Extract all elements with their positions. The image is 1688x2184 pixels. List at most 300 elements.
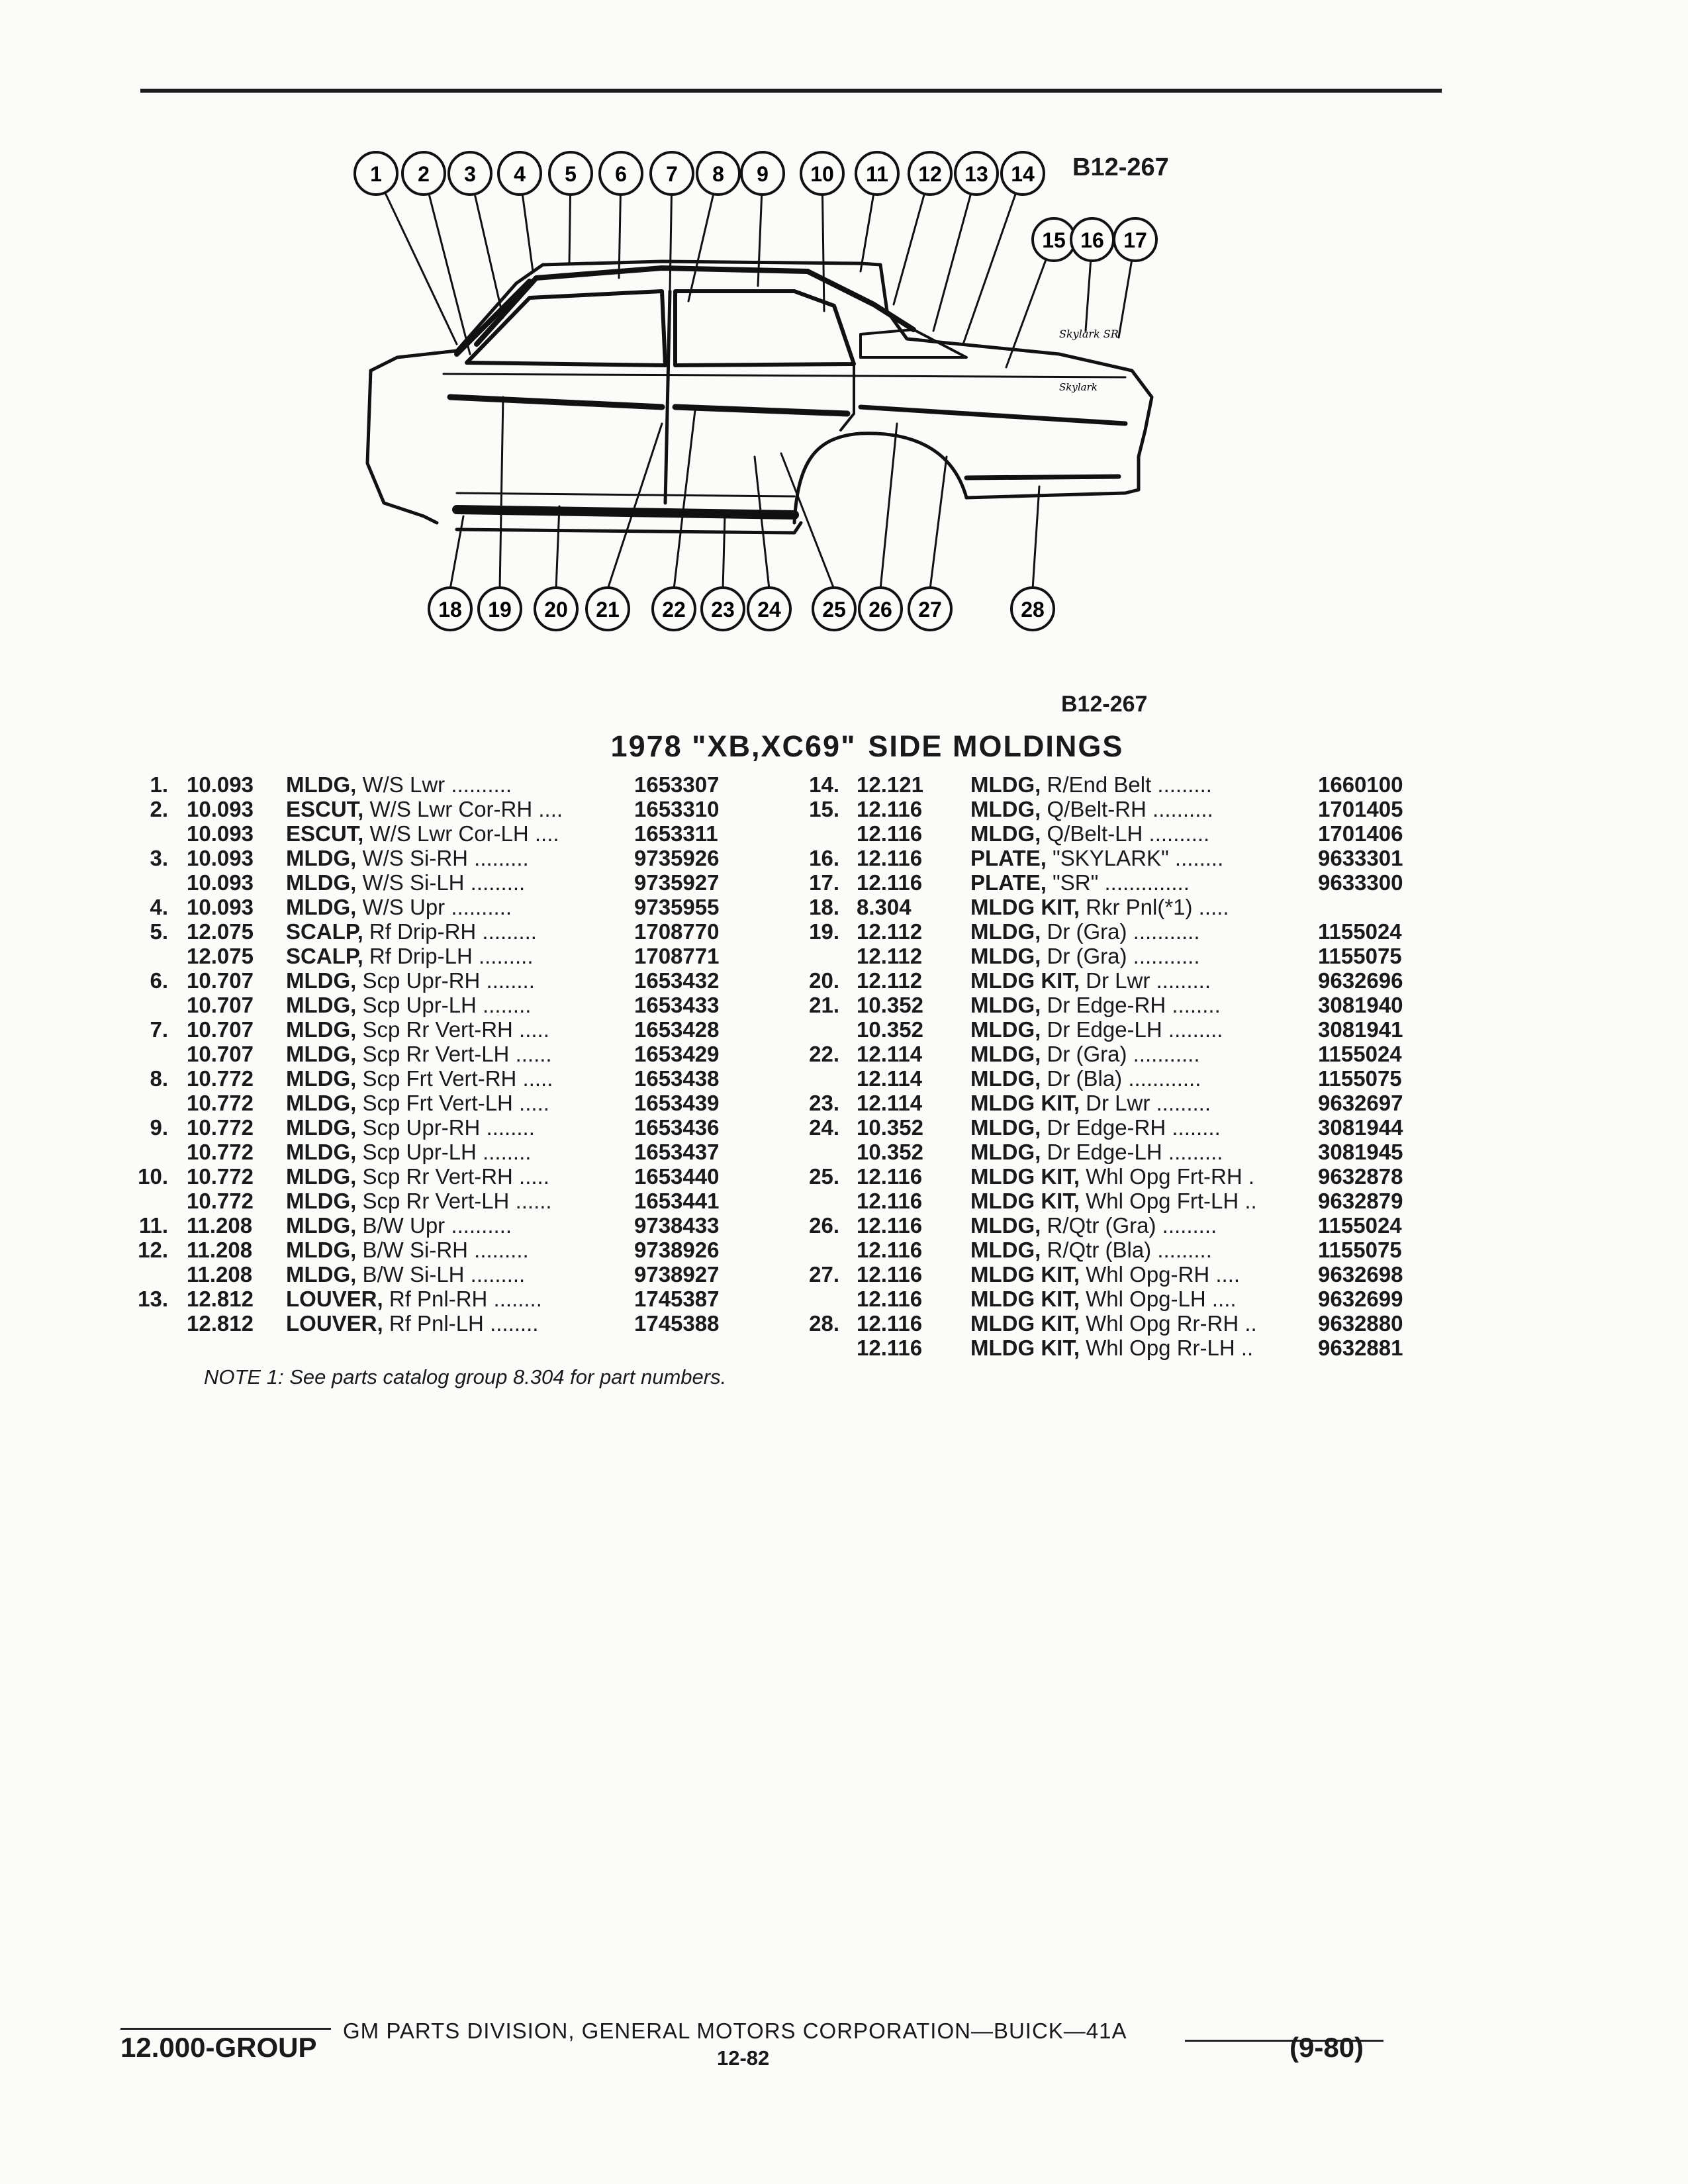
callout-number: 7 [666,162,678,186]
part-number: 1653441 [634,1189,720,1213]
part-number: 1653440 [634,1164,720,1189]
part-description [286,1164,549,1189]
group-number: 12.075 [187,919,254,944]
part-description [286,1091,549,1115]
part-number: 1653307 [634,772,720,797]
part-kind: MLDG KIT, [970,895,1080,919]
part-kind: MLDG, [286,968,357,993]
part-description [970,1164,1254,1189]
leader-dots: ........ [1166,1115,1221,1140]
part-description [286,1066,553,1091]
part-detail: Dr Edge-LH [1041,1017,1162,1042]
part-description [286,846,529,870]
part-description [286,1213,512,1238]
part-description [970,870,1190,895]
item-number: 13. [138,1287,168,1311]
leader-dots: ........ [487,1287,542,1311]
item-number: 26. [809,1213,839,1238]
part-description [970,1189,1257,1213]
item-number: 20. [809,968,839,993]
part-description [286,821,559,846]
door-molding-rear [675,407,847,414]
leader-dots: ........ [480,968,535,993]
part-number: 9735927 [634,870,720,895]
item-number: 25. [809,1164,839,1189]
group-number: 11.208 [187,1238,253,1262]
part-kind: MLDG KIT, [970,1336,1080,1360]
group-number: 12.116 [857,1238,923,1262]
callout-16 [1071,218,1113,261]
part-detail: Scp Rr Vert-LH [356,1042,510,1066]
group-number: 12.116 [857,1213,923,1238]
group-number: 12.116 [857,870,923,895]
part-kind: MLDG, [286,772,357,797]
group-number: 12.075 [187,944,254,968]
part-kind: MLDG, [286,1164,357,1189]
part-number: 1155075 [1318,1066,1402,1091]
part-number: 9632696 [1318,968,1403,993]
emblem-script-2: Skylark [1059,381,1098,393]
part-kind: SCALP, [286,944,363,968]
callout-26 [859,588,902,630]
callout-number: 22 [662,598,686,621]
part-description [286,772,512,797]
rocker-molding-upper [457,493,794,496]
part-kind: LOUVER, [286,1311,383,1336]
callout-number: 15 [1042,228,1066,252]
leader-dots: ..... [1192,895,1229,919]
roof-drip-molding [477,268,914,344]
part-number: 9632878 [1318,1164,1403,1189]
part-kind: SCALP, [286,919,363,944]
callout-19 [479,588,521,630]
part-number: 1660100 [1318,772,1403,797]
leader-dots: ........ [480,1115,535,1140]
item-number: 16. [809,846,839,870]
part-detail: W/S Lwr [356,772,445,797]
part-number: 9735926 [634,846,720,870]
group-number: 12.116 [857,1287,923,1311]
rear-door-seam [841,364,854,430]
callout-22 [653,588,695,630]
emblem-script-1: Skylark SR [1059,328,1119,340]
part-detail: Rf Pnl-RH [383,1287,488,1311]
group-number: 10.772 [187,1164,254,1189]
part-kind: MLDG, [970,1213,1041,1238]
part-detail: W/S Lwr Cor-LH [363,821,529,846]
callout-number: 14 [1011,162,1035,186]
part-detail: Q/Belt-LH [1041,821,1143,846]
callout-number: 5 [565,162,577,186]
leader-dots: ......... [1162,1140,1223,1164]
part-number: 1653433 [634,993,720,1017]
group-number: 10.352 [857,993,923,1017]
part-detail: Rf Drip-RH [363,919,477,944]
part-number: 9632881 [1318,1336,1403,1360]
group-number: 12.116 [857,846,923,870]
leader-dots: ......... [1150,968,1211,993]
leader-dots: ..... [512,1164,549,1189]
item-number: 10. [138,1164,168,1189]
part-detail: Scp Rr Vert-RH [356,1017,513,1042]
group-number: 12.116 [857,821,923,846]
part-description [970,1213,1217,1238]
part-detail: Dr Edge-RH [1041,1115,1166,1140]
callout-23 [702,588,744,630]
part-description [970,1336,1253,1360]
part-detail: R/Qtr (Bla) [1041,1238,1152,1262]
item-number: 1. [150,772,168,797]
leader-dots: .......... [1143,821,1210,846]
item-number: 23. [809,1091,839,1115]
side-moldings-diagram [0,0,1688,662]
part-description [286,968,535,993]
part-number: 9632879 [1318,1189,1403,1213]
figure-code-top: B12-267 [1072,154,1169,181]
part-detail: Dr (Gra) [1041,944,1127,968]
item-number: 12. [138,1238,168,1262]
leader-dots: ........ [483,1311,539,1336]
part-number: 9632880 [1318,1311,1403,1336]
part-detail: B/W Si-RH [356,1238,468,1262]
part-description [286,1115,535,1140]
part-detail: Dr Lwr [1079,1091,1150,1115]
part-detail: Rkr Pnl(*1) [1079,895,1193,919]
group-number: 8.304 [857,895,912,919]
part-detail: Scp Rr Vert-LH [356,1189,510,1213]
footer-date: (9-80) [1289,2032,1364,2063]
leader-dots: ..... [512,1017,549,1042]
part-description [286,895,512,919]
part-description [286,993,531,1017]
part-number: 1653311 [634,821,718,846]
group-number: 12.812 [187,1311,254,1336]
part-number: 1155024 [1318,1213,1402,1238]
part-description [970,1311,1257,1336]
part-detail: R/Qtr (Gra) [1041,1213,1156,1238]
part-description [286,1262,525,1287]
leader-dots: .... [528,821,559,846]
part-kind: MLDG, [286,895,357,919]
callout-number: 28 [1021,598,1045,621]
item-number: 28. [809,1311,839,1336]
callout-number: 12 [918,162,942,186]
callout-4 [498,152,541,195]
title-year: 1978 "XB,XC69" [610,729,857,763]
part-kind: PLATE, [970,846,1047,870]
callout-number: 13 [964,162,988,186]
callout-number: 8 [712,162,724,186]
leader-dots: ......... [1151,772,1212,797]
part-kind: MLDG, [970,821,1041,846]
part-number: 9632698 [1318,1262,1403,1287]
group-number: 11.208 [187,1262,253,1287]
callout-number: 16 [1080,228,1104,252]
item-number: 5. [150,919,168,944]
part-kind: MLDG, [286,1213,357,1238]
part-number: 1155024 [1318,1042,1402,1066]
item-number: 21. [809,993,839,1017]
part-detail: W/S Si-LH [356,870,465,895]
part-kind: MLDG, [970,772,1041,797]
part-kind: MLDG, [970,1115,1041,1140]
part-number: 1745387 [634,1287,720,1311]
part-number: 1653438 [634,1066,720,1091]
door-molding-front [450,397,662,407]
part-number: 9738927 [634,1262,720,1287]
leader-dots: .......... [445,1213,512,1238]
part-description [286,1042,552,1066]
leader-dots: ........... [1127,1042,1200,1066]
part-description [286,1238,529,1262]
callout-group [355,152,1156,630]
leader-dots: ......... [1151,1238,1212,1262]
leader-dots: ........ [1166,993,1221,1017]
callout-number: 6 [615,162,627,186]
part-description [970,919,1200,944]
group-number: 10.093 [187,821,254,846]
callout-10 [801,152,843,195]
part-kind: LOUVER, [286,1287,383,1311]
item-number: 7. [150,1017,168,1042]
leader-dots: ..... [516,1066,553,1091]
part-number: 1155075 [1318,944,1402,968]
callout-20 [535,588,577,630]
part-kind: MLDG, [286,1017,357,1042]
page-title [0,729,1688,764]
part-description [970,1091,1211,1115]
part-detail: Scp Rr Vert-RH [356,1164,513,1189]
footer-page-number: 12-82 [717,2046,770,2070]
part-description [970,1115,1221,1140]
leader-dots: ...... [509,1042,552,1066]
part-number: 1653436 [634,1115,720,1140]
group-number: 10.093 [187,870,254,895]
item-number: 18. [809,895,839,919]
part-detail: Whl Opg Rr-LH [1079,1336,1235,1360]
part-kind: MLDG KIT, [970,968,1080,993]
part-detail: "SKYLARK" [1046,846,1169,870]
part-description [286,944,533,968]
leader-dots: .......... [445,772,512,797]
rocker-molding [457,510,794,515]
part-number: 9632697 [1318,1091,1403,1115]
item-number: 14. [809,772,839,797]
leader-dots: ......... [464,1262,526,1287]
part-description [970,1287,1237,1311]
item-number: 24. [809,1115,839,1140]
item-number: 2. [150,797,168,821]
callout-9 [741,152,784,195]
leader-dots: ......... [476,919,537,944]
leader-dots: .. [1239,1189,1257,1213]
part-description [970,944,1200,968]
callout-13 [955,152,998,195]
part-description [970,1262,1240,1287]
part-description [286,1189,552,1213]
part-kind: PLATE, [970,870,1047,895]
leader-dots: .. [1239,1311,1257,1336]
part-number: 3081944 [1318,1115,1403,1140]
callout-21 [586,588,629,630]
leader-dots: ........ [476,993,532,1017]
part-number: 9633300 [1318,870,1403,895]
callout-14 [1002,152,1044,195]
part-kind: MLDG, [970,944,1041,968]
part-kind: MLDG, [970,1017,1041,1042]
part-kind: MLDG KIT, [970,1287,1080,1311]
part-detail: Scp Upr-LH [356,1140,477,1164]
part-detail: B/W Upr [356,1213,445,1238]
part-description [970,772,1212,797]
part-description [286,1311,538,1336]
callout-12 [909,152,951,195]
leader-dots: .... [1209,1262,1241,1287]
group-number: 12.116 [857,1164,923,1189]
group-number: 12.121 [857,772,923,797]
part-description [970,993,1221,1017]
part-detail: R/End Belt [1041,772,1152,797]
rear-lower [966,490,1139,498]
callout-number: 26 [868,598,892,621]
callout-number: 9 [757,162,769,186]
leader-dots: ........... [1127,919,1200,944]
part-kind: MLDG KIT, [970,1164,1080,1189]
part-kind: MLDG, [286,1115,357,1140]
part-detail: Dr Edge-RH [1041,993,1166,1017]
part-kind: ESCUT, [286,797,364,821]
callout-6 [600,152,642,195]
group-number: 12.812 [187,1287,254,1311]
leader-dots: ........... [1127,944,1200,968]
callout-15 [1033,218,1075,261]
rear-door-window [675,291,854,365]
part-kind: MLDG, [970,1066,1041,1091]
part-detail: Whl Opg Frt-RH [1079,1164,1243,1189]
callout-number: 10 [810,162,834,186]
part-description [286,797,563,821]
quarter-molding [861,407,1125,424]
callout-7 [651,152,693,195]
callout-number: 1 [370,162,382,186]
part-kind: MLDG, [970,1042,1041,1066]
part-kind: MLDG, [286,1066,357,1091]
callout-25 [813,588,855,630]
item-number: 15. [809,797,839,821]
part-kind: MLDG, [970,919,1041,944]
part-detail: B/W Si-LH [356,1262,465,1287]
leader-dots: . [1242,1164,1255,1189]
part-kind: MLDG, [286,1189,357,1213]
part-description [970,846,1223,870]
part-number: 1701406 [1318,821,1403,846]
part-detail: Scp Upr-RH [356,968,481,993]
leader-dots: ......... [1156,1213,1217,1238]
group-number: 10.352 [857,1115,923,1140]
part-description [286,1017,549,1042]
item-number: 22. [809,1042,839,1066]
group-number: 10.093 [187,797,254,821]
part-number: 9738926 [634,1238,720,1262]
part-description [970,821,1209,846]
part-kind: MLDG, [970,1140,1041,1164]
item-number: 6. [150,968,168,993]
part-number: 1708770 [634,919,720,944]
group-number: 12.116 [857,1262,923,1287]
part-description [970,1066,1201,1091]
part-description [970,1017,1223,1042]
item-number: 8. [150,1066,168,1091]
part-number: 1653439 [634,1091,720,1115]
item-number: 11. [138,1213,168,1238]
part-detail: Whl Opg-LH [1079,1287,1206,1311]
item-number: 19. [809,919,839,944]
leader-dots: ..... [512,1091,549,1115]
part-description [286,919,537,944]
group-number: 12.114 [857,1042,923,1066]
part-detail: Dr (Gra) [1041,919,1127,944]
part-number: 3081941 [1318,1017,1403,1042]
part-number: 1653428 [634,1017,720,1042]
group-number: 10.707 [187,1017,254,1042]
part-detail: Whl Opg Rr-RH [1079,1311,1239,1336]
part-detail: Scp Frt Vert-LH [356,1091,513,1115]
front-body [367,371,437,523]
group-number: 12.116 [857,1336,923,1360]
group-number: 10.772 [187,1189,254,1213]
leader-dots: .... [1205,1287,1237,1311]
group-number: 12.112 [857,944,923,968]
part-number: 1155024 [1318,919,1402,944]
part-description [970,1238,1212,1262]
item-number: 4. [150,895,168,919]
group-number: 10.093 [187,895,254,919]
part-detail: Q/Belt-RH [1041,797,1147,821]
part-kind: MLDG, [970,993,1041,1017]
group-number: 12.116 [857,1311,923,1336]
group-number: 10.772 [187,1066,254,1091]
leader-dots: ......... [468,846,529,870]
group-number: 12.112 [857,919,923,944]
part-number: 1653429 [634,1042,720,1066]
leader-dots: .. [1235,1336,1254,1360]
leader-dots: .......... [1146,797,1213,821]
part-detail: "SR" [1046,870,1099,895]
front-door-window [467,291,665,365]
part-detail: Dr (Bla) [1041,1066,1123,1091]
part-number: 1745388 [634,1311,720,1336]
callout-number: 4 [514,162,526,186]
part-kind: MLDG, [286,1042,357,1066]
callout-5 [549,152,592,195]
leader-dots: .......... [445,895,512,919]
callout-number: 19 [488,598,512,621]
part-kind: MLDG KIT, [970,1189,1080,1213]
callout-2 [402,152,445,195]
belt-line [444,374,1125,377]
part-kind: MLDG, [286,1091,357,1115]
part-kind: MLDG KIT, [970,1091,1080,1115]
part-number: 1155075 [1318,1238,1402,1262]
callout-28 [1011,588,1054,630]
callout-number: 11 [866,162,888,186]
part-kind: MLDG KIT, [970,1262,1080,1287]
item-number: 3. [150,846,168,870]
leader-dots: ........ [476,1140,532,1164]
leader-dots: ......... [1150,1091,1211,1115]
group-number: 12.116 [857,797,923,821]
part-detail: Rf Pnl-LH [383,1311,484,1336]
